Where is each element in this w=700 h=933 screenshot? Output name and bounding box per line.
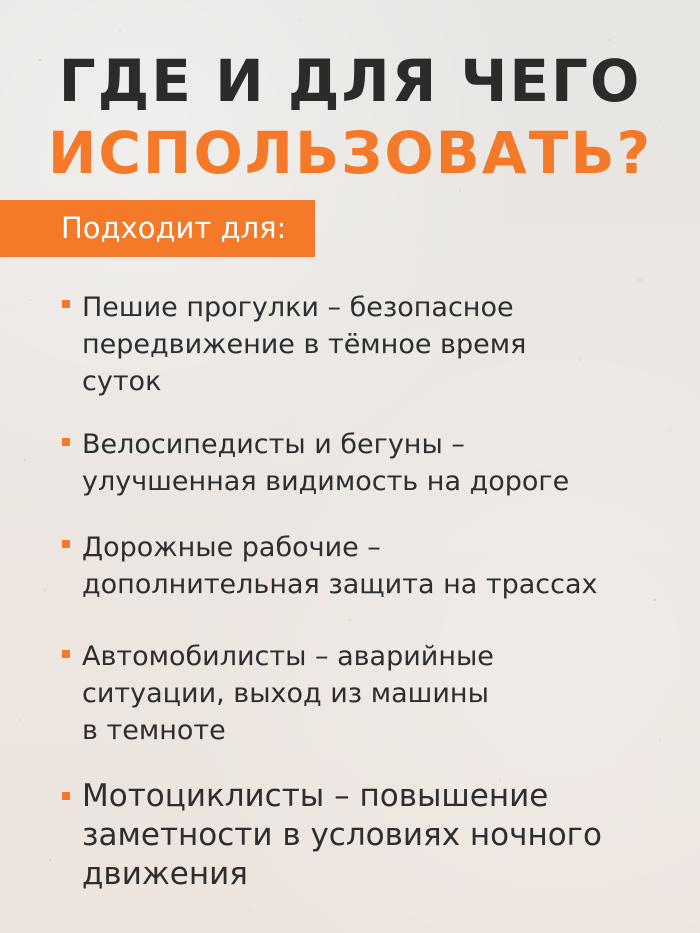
list-item-cyclists: Велосипедисты и бегуны – улучшенная видимость на дороге xyxy=(82,429,570,497)
bullet-marker xyxy=(62,300,70,308)
list-item-motorcyclists: Мотоциклисты – повышение заметности в условиях ночного движения xyxy=(82,778,602,892)
bullet-marker xyxy=(62,650,70,658)
page-title-line-1: ГДЕ И ДЛЯ ЧЕГО xyxy=(58,47,642,115)
bullet-marker xyxy=(62,540,70,548)
bullet-marker xyxy=(62,438,70,446)
list-item-walking: Пешие прогулки – безопасное передвижение в тёмное время суток xyxy=(82,292,527,397)
suitable-for-badge: Подходит для: xyxy=(0,200,315,257)
page-title-line-2: ИСПОЛЬЗОВАТЬ? xyxy=(47,119,653,187)
bullet-marker xyxy=(62,792,70,800)
list-item-drivers: Автомобилисты – аварийные ситуации, выход из машины в темноте xyxy=(82,641,494,746)
list-item-road-workers: Дорожные рабочие – дополнительная защита на трассах xyxy=(82,532,598,600)
